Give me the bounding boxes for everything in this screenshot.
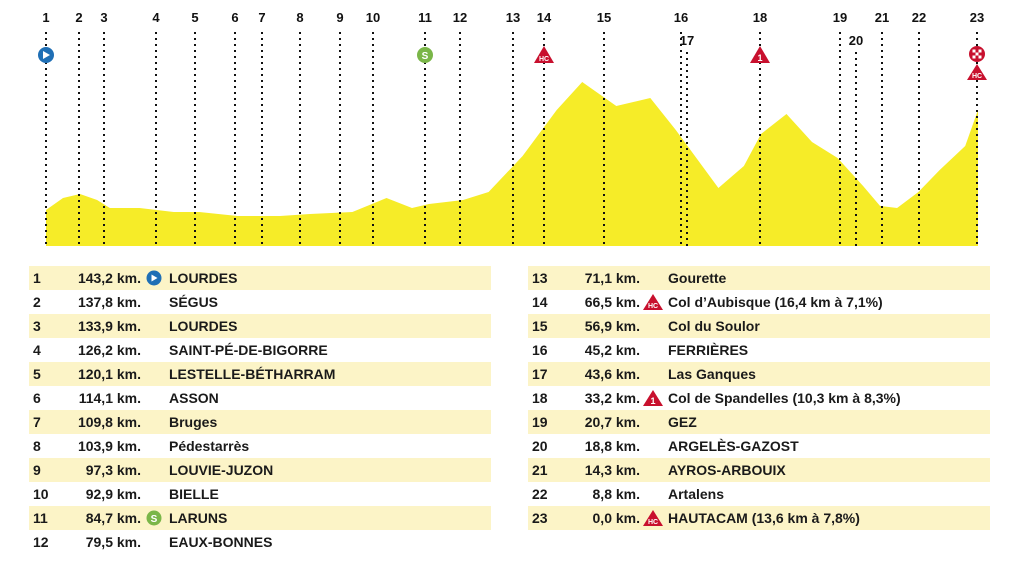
hc-climb-icon [534, 46, 554, 63]
waypoint-index: 10 [33, 486, 49, 502]
waypoint-row [29, 266, 491, 290]
waypoint-numbers [42, 10, 984, 48]
waypoint-distance: 71,1 km. [584, 270, 640, 286]
waypoint-row [528, 290, 990, 314]
waypoint-number: 13 [505, 10, 521, 25]
hc-climb-icon [643, 294, 663, 310]
waypoint-row [528, 482, 990, 506]
waypoint-name: Las Ganques [668, 366, 756, 382]
waypoint-number: 17 [679, 33, 695, 48]
waypoint-name: ASSON [169, 390, 219, 406]
waypoint-distance: 137,8 km. [77, 294, 141, 310]
waypoint-row [29, 314, 491, 338]
waypoint-number: 23 [969, 10, 985, 25]
waypoint-index: 22 [532, 486, 548, 502]
waypoint-row [29, 434, 491, 458]
waypoint-index: 13 [532, 270, 548, 286]
waypoint-index: 18 [532, 390, 548, 406]
waypoint-name: LARUNS [169, 510, 228, 526]
waypoint-row [29, 482, 491, 506]
waypoint-row [528, 362, 990, 386]
waypoint-index: 3 [33, 318, 41, 334]
waypoint-name: SAINT-PÉ-DE-BIGORRE [169, 342, 328, 358]
waypoint-name: LOUVIE-JUZON [169, 462, 274, 478]
waypoint-number: 11 [418, 10, 432, 25]
waypoint-index: 23 [532, 510, 548, 526]
waypoint-number: 20 [848, 33, 864, 48]
waypoint-name: ARGELÈS-GAZOST [668, 438, 799, 454]
waypoint-distance: 84,7 km. [85, 510, 141, 526]
waypoint-index: 5 [33, 366, 41, 382]
hc-climb-icon [643, 510, 663, 526]
waypoint-number: 7 [258, 10, 266, 25]
waypoint-index: 14 [532, 294, 548, 310]
waypoint-index: 21 [532, 462, 548, 478]
waypoint-row [29, 338, 491, 362]
waypoint-name: Gourette [668, 270, 727, 286]
waypoint-name: LOURDES [169, 318, 238, 334]
waypoint-number: 9 [336, 10, 344, 25]
waypoint-distance: 103,9 km. [77, 438, 141, 454]
waypoint-index: 8 [33, 438, 41, 454]
waypoint-number: 10 [365, 10, 381, 25]
waypoint-row [528, 458, 990, 482]
svg-text:HC: HC [538, 56, 550, 63]
sprint-icon [417, 47, 433, 63]
waypoint-row [528, 410, 990, 434]
waypoint-number: 5 [191, 10, 199, 25]
waypoint-index: 17 [532, 366, 548, 382]
waypoint-row [528, 386, 990, 410]
waypoint-row [528, 266, 990, 290]
waypoint-distance: 143,2 km. [77, 270, 141, 286]
waypoint-index: 15 [532, 318, 548, 334]
waypoint-name: LOURDES [169, 270, 238, 286]
waypoint-row [29, 362, 491, 386]
waypoint-index: 4 [33, 342, 41, 358]
waypoint-row [528, 506, 990, 530]
waypoint-distance: 18,8 km. [584, 438, 640, 454]
waypoint-distance: 56,9 km. [584, 318, 640, 334]
waypoint-index: 2 [33, 294, 41, 310]
start-icon [38, 47, 54, 63]
waypoint-table-right [528, 266, 990, 530]
waypoint-distance: 97,3 km. [85, 462, 141, 478]
waypoint-index: 16 [532, 342, 548, 358]
waypoint-number: 12 [452, 10, 468, 25]
waypoint-number: 15 [596, 10, 612, 25]
waypoint-name: FERRIÈRES [668, 342, 749, 358]
waypoint-index: 7 [33, 414, 41, 430]
waypoint-row [528, 314, 990, 338]
waypoint-row [528, 434, 990, 458]
cat1-climb-icon [643, 390, 663, 406]
svg-text:HC: HC [971, 73, 983, 80]
waypoint-distance: 14,3 km. [584, 462, 640, 478]
waypoint-distance: 20,7 km. [584, 414, 640, 430]
svg-text:S: S [150, 514, 158, 525]
waypoint-distance: 43,6 km. [584, 366, 640, 382]
waypoint-number: 8 [296, 10, 304, 25]
waypoint-distance: 33,2 km. [584, 390, 640, 406]
waypoint-name: GEZ [668, 414, 697, 430]
waypoint-name: HAUTACAM (13,6 km à 7,8%) [668, 510, 860, 526]
waypoint-distance: 45,2 km. [584, 342, 640, 358]
cat1-climb-icon [750, 46, 770, 63]
waypoint-row [29, 290, 491, 314]
waypoint-row [29, 530, 491, 554]
waypoint-name: Col d’Aubisque (16,4 km à 7,1%) [668, 294, 883, 310]
waypoint-number: 4 [152, 10, 160, 25]
waypoint-name: BIELLE [169, 486, 219, 502]
waypoint-distance: 0,0 km. [592, 510, 640, 526]
waypoint-number: 2 [75, 10, 83, 25]
waypoint-name: EAUX-BONNES [169, 534, 273, 550]
waypoint-name: Pédestarrès [169, 438, 250, 454]
waypoint-name: AYROS-ARBOUIX [668, 462, 786, 478]
waypoint-row [29, 410, 491, 434]
waypoint-distance: 126,2 km. [77, 342, 141, 358]
waypoint-row [29, 458, 491, 482]
waypoint-name: Bruges [169, 414, 218, 430]
waypoint-index: 6 [33, 390, 41, 406]
waypoint-distance: 120,1 km. [77, 366, 141, 382]
waypoint-distance: 114,1 km. [78, 390, 141, 406]
waypoint-name: LESTELLE-BÉTHARRAM [169, 366, 336, 382]
waypoint-index: 9 [33, 462, 41, 478]
waypoint-number: 18 [752, 10, 768, 25]
waypoint-distance: 79,5 km. [85, 534, 141, 550]
sprint-icon [146, 510, 162, 526]
waypoint-distance: 92,9 km. [85, 486, 141, 502]
waypoint-table-left [29, 266, 491, 554]
waypoint-number: 22 [911, 10, 927, 25]
waypoint-number: 1 [42, 10, 50, 25]
waypoint-row [528, 338, 990, 362]
waypoint-name: Col de Spandelles (10,3 km à 8,3%) [668, 390, 901, 406]
waypoint-index: 20 [532, 438, 548, 454]
waypoint-row [29, 386, 491, 410]
waypoint-number: 14 [536, 10, 552, 25]
waypoint-name: Col du Soulor [668, 318, 760, 334]
svg-text:1: 1 [650, 396, 656, 406]
waypoint-distance: 8,8 km. [592, 486, 640, 502]
waypoint-name: SÉGUS [169, 294, 219, 310]
waypoint-distance: 66,5 km. [584, 294, 640, 310]
svg-text:HC: HC [647, 519, 659, 526]
waypoint-number: 3 [100, 10, 108, 25]
waypoint-distance: 133,9 km. [77, 318, 141, 334]
waypoint-index: 1 [33, 270, 41, 286]
waypoint-number: 19 [832, 10, 848, 25]
start-icon [146, 270, 162, 286]
waypoint-name: Artalens [668, 486, 725, 502]
svg-text:HC: HC [647, 303, 659, 310]
waypoint-row [29, 506, 491, 530]
svg-text:S: S [421, 51, 429, 62]
svg-text:1: 1 [757, 53, 763, 63]
waypoint-number: 21 [874, 10, 890, 25]
waypoint-number: 6 [231, 10, 239, 25]
waypoint-index: 19 [532, 414, 548, 430]
waypoint-number: 16 [673, 10, 689, 25]
stage-profile-chart [0, 0, 1024, 255]
waypoint-index: 11 [33, 510, 48, 526]
waypoint-distance: 109,8 km. [77, 414, 141, 430]
waypoint-index: 12 [33, 534, 49, 550]
